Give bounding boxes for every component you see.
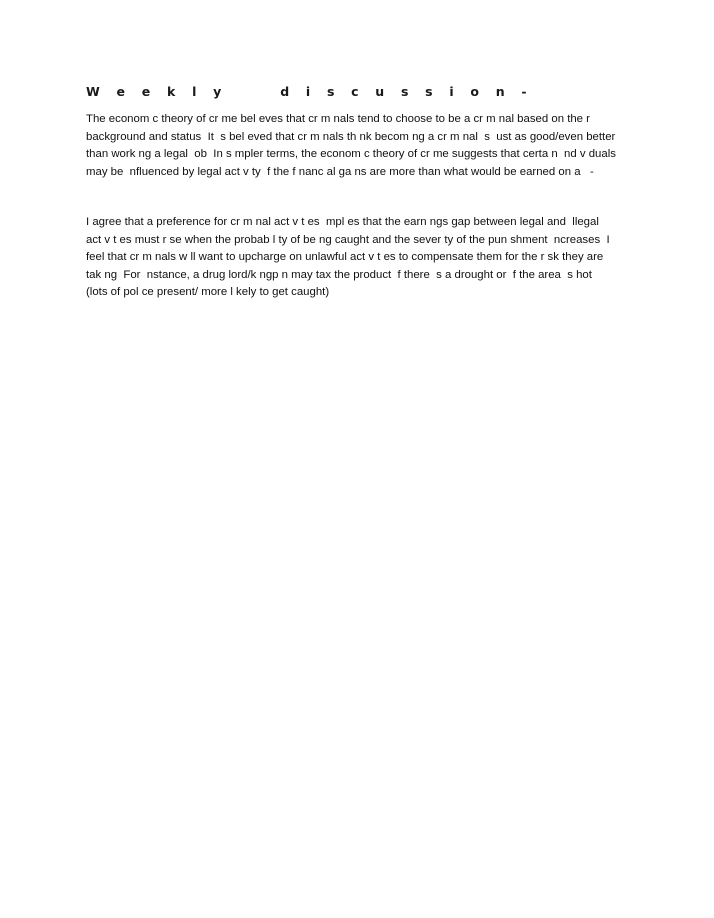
- paragraph-line: background and status It s bel eved that cr m nals th nk becom ng a cr m nal s ust as good/even better: [86, 130, 616, 143]
- paragraph-line: I agree that a preference for cr m nal act v t es mpl es that the earn ngs gap between legal and llegal: [86, 216, 599, 228]
- paragraph-economic-theory: [86, 111, 646, 181]
- paragraph-line: than work ng a legal ob In s mpler terms, the econom c theory of cr me suggests that certa n nd v duals: [86, 148, 616, 160]
- paragraph-line: may be nfluenced by legal act v ty f the f nanc al ga ns are more than what would be earned on a -: [86, 165, 594, 178]
- paragraph-agreement: [86, 214, 646, 302]
- document-heading: W e e k l y d i s c u s s i o n -: [86, 84, 533, 99]
- paragraph-line: tak ng For nstance, a drug lord/k ngp n may tax the product f there s a drought or f the area s hot: [86, 268, 592, 281]
- paragraph-line: feel that cr m nals w ll want to upcharge on unlawful act v t es to compensate them for the r sk they are: [86, 251, 604, 263]
- paragraph-line: act v t es must r se when the probab l ty of be ng caught and the sever ty of the pun shment ncreases I: [86, 233, 610, 246]
- paragraph-line: The econom c theory of cr me bel eves that cr m nals tend to choose to be a cr m nal based on the r: [86, 113, 590, 125]
- paragraph-line: (lots of pol ce present/ more l kely to get caught): [86, 286, 330, 298]
